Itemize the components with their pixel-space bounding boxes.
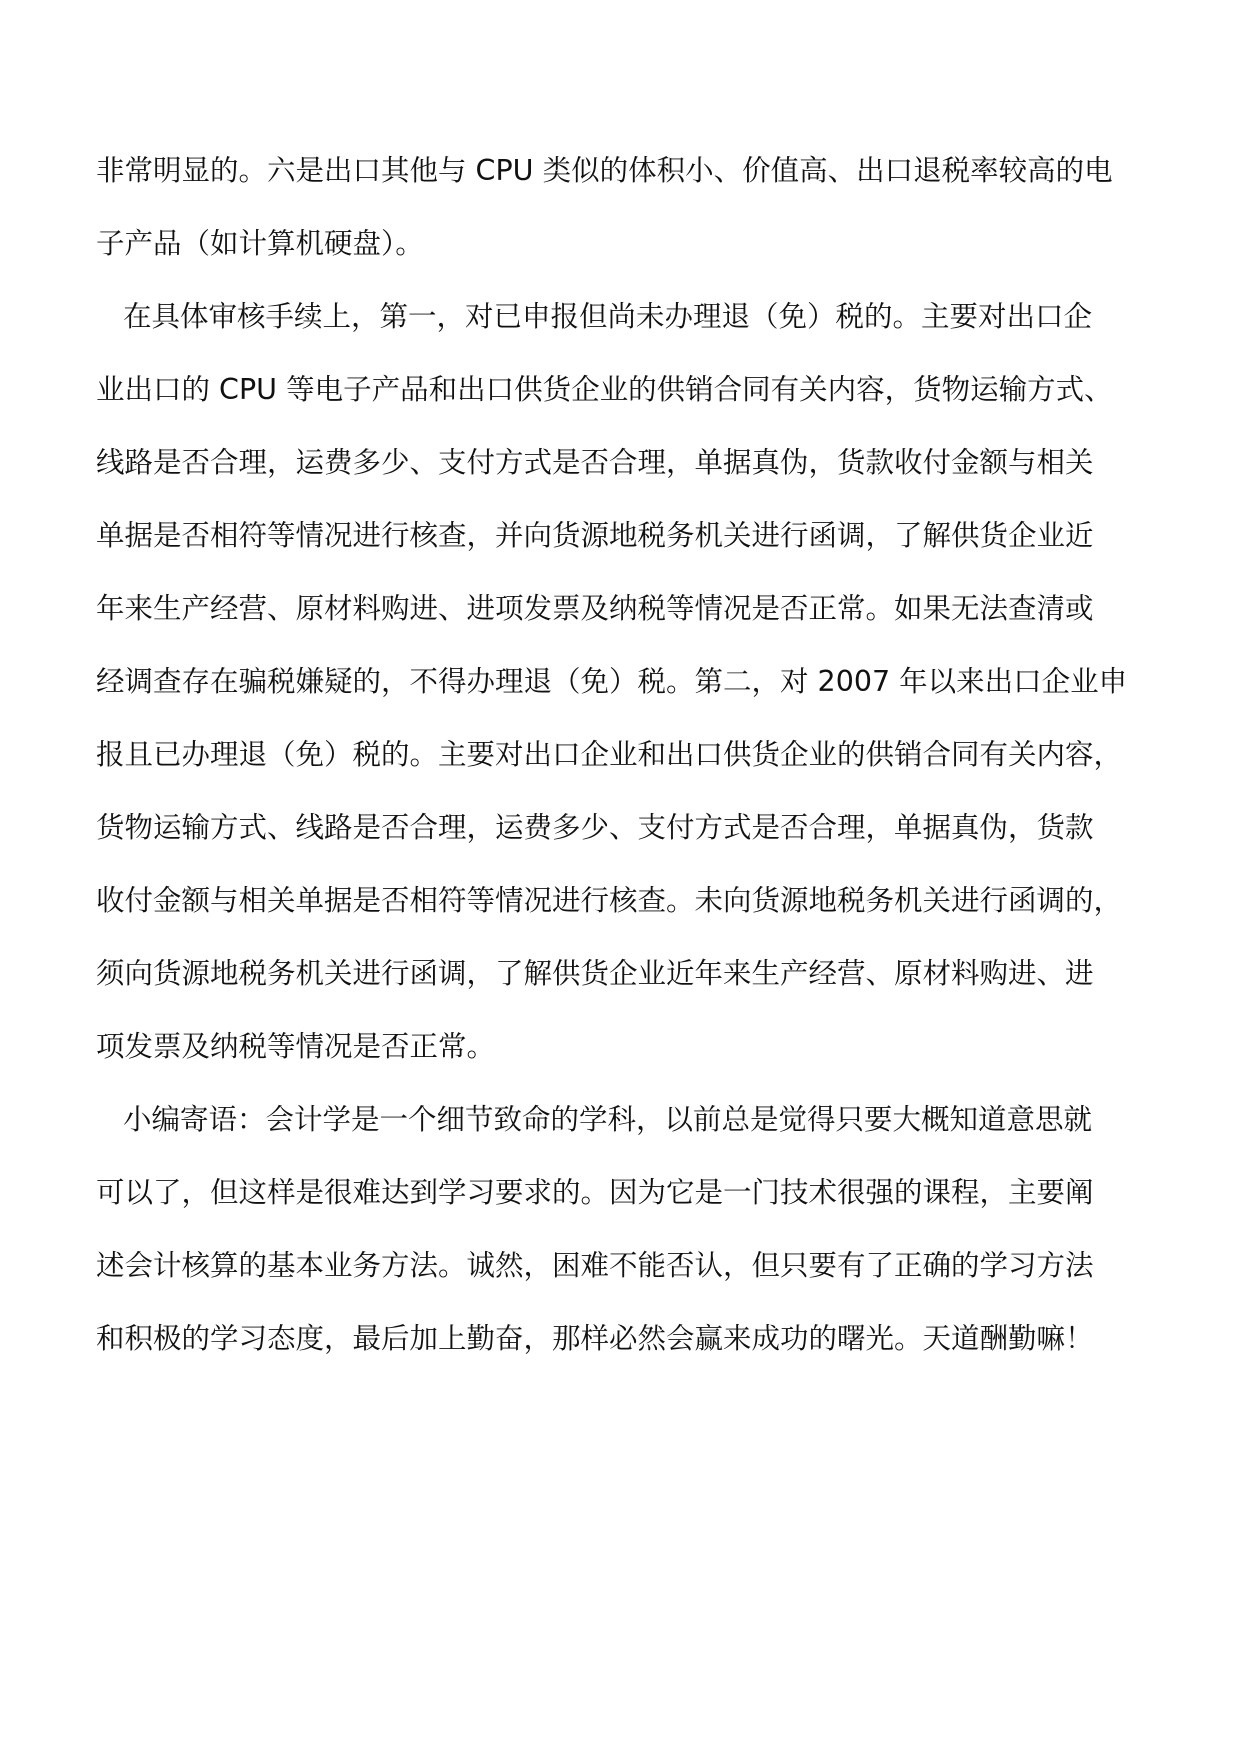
text-line: 和积极的学习态度，最后加上勤奋，那样必然会赢来成功的曙光。天道酬勤嘛！ bbox=[96, 1322, 1094, 1355]
text-line: 可以了，但这样是很难达到学习要求的。因为它是一门技术很强的课程，主要阐 bbox=[96, 1176, 1094, 1209]
text-line: 须向货源地税务机关进行函调，了解供货企业近年来生产经营、原材料购进、进 bbox=[96, 957, 1094, 990]
text-line: 在具体审核手续上，第一，对已申报但尚未办理退（免）税的。主要对出口企 bbox=[123, 300, 1093, 333]
text-line: 非常明显的。六是出口其他与 CPU 类似的体积小、价值高、出口退税率较高的电 bbox=[96, 154, 1113, 187]
text-line: 年来生产经营、原材料购进、进项发票及纳税等情况是否正常。如果无法查清或 bbox=[96, 592, 1094, 625]
text-line: 子产品（如计算机硬盘）。 bbox=[96, 227, 424, 260]
text-line: 述会计核算的基本业务方法。诚然，困难不能否认，但只要有了正确的学习方法 bbox=[96, 1249, 1094, 1282]
text-line: 货物运输方式、线路是否合理，运费多少、支付方式是否合理，单据真伪，货款 bbox=[96, 811, 1094, 844]
text-line: 线路是否合理，运费多少、支付方式是否合理，单据真伪，货款收付金额与相关 bbox=[96, 446, 1094, 479]
text-line: 收付金额与相关单据是否相符等情况进行核查。未向货源地税务机关进行函调的， bbox=[96, 884, 1123, 917]
text-line: 项发票及纳税等情况是否正常。 bbox=[96, 1030, 496, 1063]
text-line: 小编寄语：会计学是一个细节致命的学科，以前总是觉得只要大概知道意思就 bbox=[123, 1103, 1093, 1136]
text-line: 业出口的 CPU 等电子产品和出口供货企业的供销合同有关内容，货物运输方式、 bbox=[96, 373, 1113, 406]
text-line: 经调查存在骗税嫌疑的，不得办理退（免）税。第二，对 2007 年以来出口企业申 bbox=[96, 665, 1128, 698]
text-line: 单据是否相符等情况进行核查，并向货源地税务机关进行函调，了解供货企业近 bbox=[96, 519, 1094, 552]
text-line: 报且已办理退（免）税的。主要对出口企业和出口供货企业的供销合同有关内容， bbox=[96, 738, 1123, 771]
